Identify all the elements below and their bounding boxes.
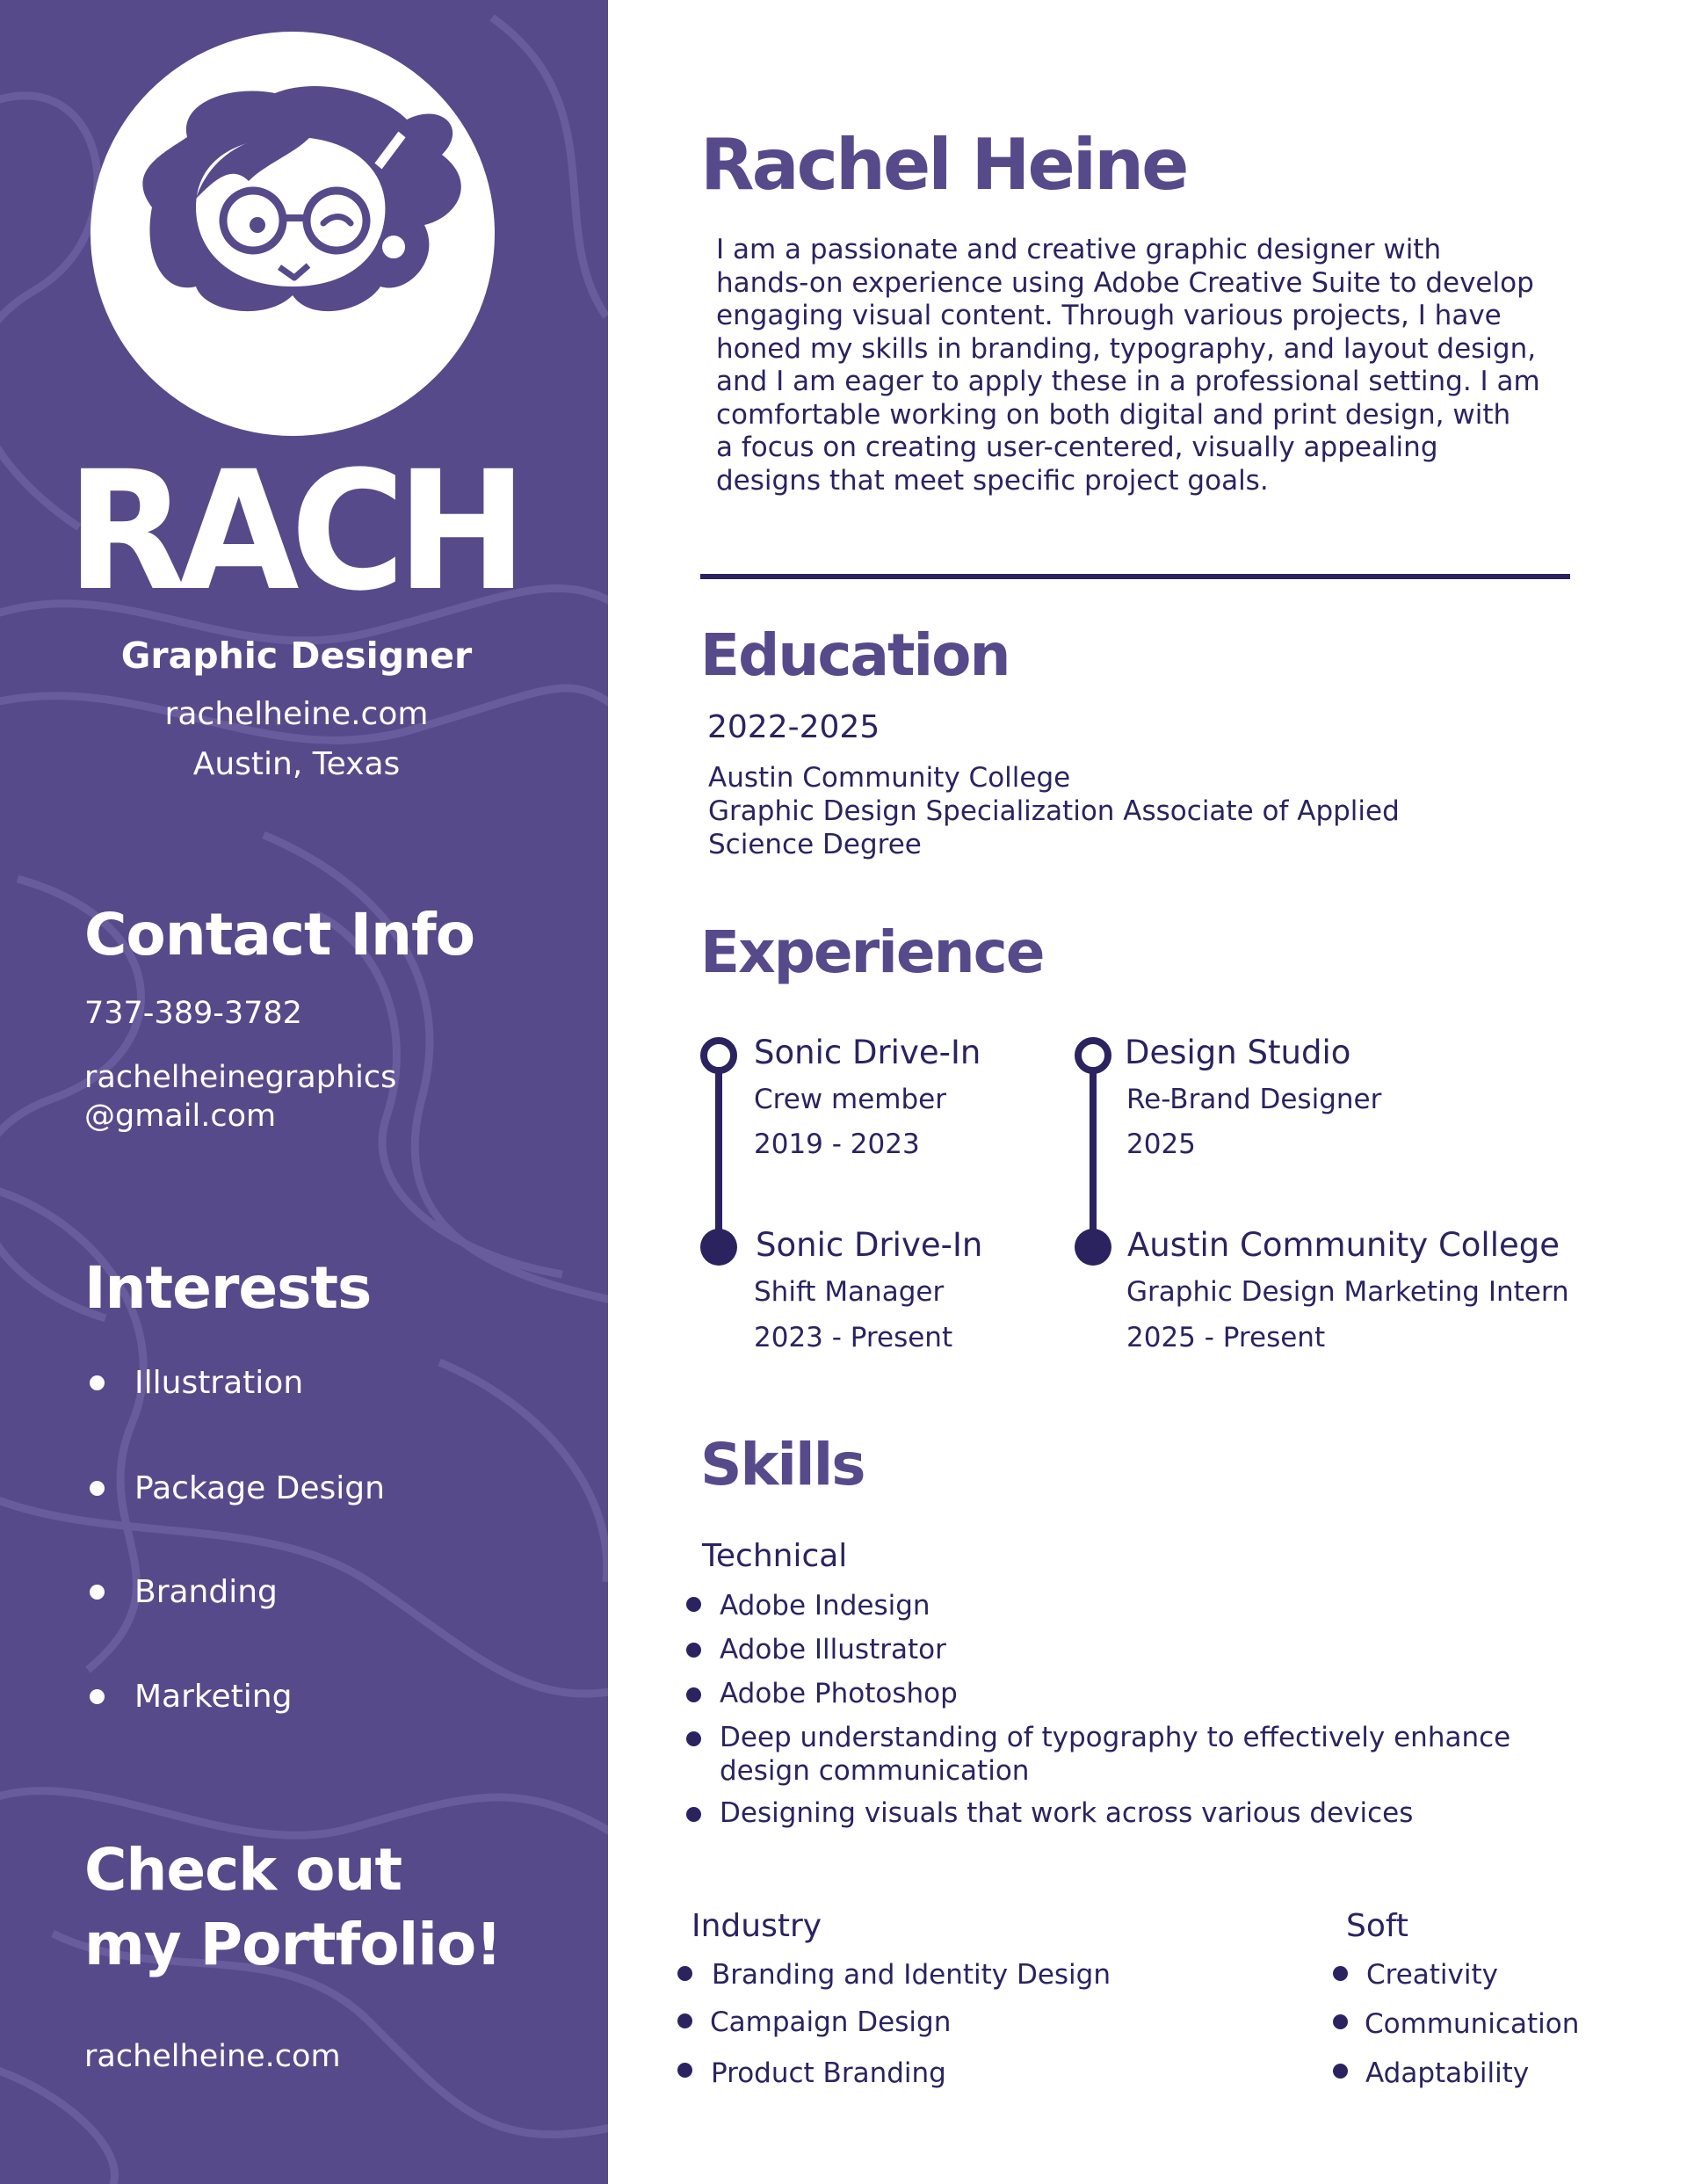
bullet-icon [686, 1807, 701, 1822]
logo-wordmark: RACH [66, 435, 519, 628]
education-years: 2022-2025 [707, 709, 880, 745]
phone-number[interactable]: 737-389-3782 [84, 996, 302, 1031]
bullet-icon [677, 2063, 692, 2078]
job-company: Sonic Drive-In [754, 1034, 981, 1071]
portfolio-link[interactable]: rachelheine.com [84, 2039, 341, 2074]
summary-line: a focus on creating user-centered, visually appealing [716, 432, 1438, 463]
section-divider [700, 574, 1570, 579]
interests-heading: Interests [84, 1254, 372, 1322]
skill-item: Communication [1365, 2008, 1580, 2040]
job-company: Sonic Drive-In [756, 1226, 983, 1264]
job-dates: 2025 [1126, 1128, 1196, 1160]
summary-line: hands-on experience using Adobe Creative Suite to develop [716, 266, 1534, 299]
bullet-icon [1333, 1966, 1348, 1981]
interest-item [90, 1466, 385, 1510]
interest-item [90, 1360, 303, 1404]
sidebar [0, 0, 608, 2184]
bullet-icon [677, 1966, 692, 1981]
education-degree-line: Graphic Design Specialization Associate of Applied [708, 795, 1400, 827]
bullet-icon [1333, 2064, 1348, 2079]
job-dates: 2019 - 2023 [754, 1128, 920, 1160]
interest-label: Package Design [134, 1469, 385, 1506]
skill-item: Adaptability [1365, 2057, 1530, 2089]
timeline-start-icon [700, 1037, 737, 1074]
avatar-logo [91, 32, 495, 436]
portfolio-heading-line-1: Check out [84, 1836, 402, 1904]
location: Austin, Texas [192, 746, 401, 782]
job-dates: 2025 - Present [1126, 1322, 1326, 1353]
skill-item: Adobe Photoshop [720, 1678, 958, 1709]
cartoon-face-icon [91, 32, 495, 436]
summary-line: designs that meet specific project goals. [716, 464, 1269, 497]
interest-label: Marketing [134, 1678, 293, 1715]
education-heading: Education [700, 621, 1010, 689]
bullet-icon [90, 1585, 105, 1600]
summary-line: and I am eager to apply these in a professional setting. I am [716, 366, 1540, 397]
experience-heading: Experience [700, 918, 1044, 986]
website-link[interactable]: rachelheine.com [164, 696, 429, 732]
email-line-2[interactable]: @gmail.com [84, 1099, 277, 1134]
interest-item [90, 1674, 292, 1718]
bullet-icon [686, 1687, 701, 1702]
technical-skills-heading: Technical [702, 1538, 848, 1574]
bullet-icon [1333, 2014, 1348, 2029]
email-line-1[interactable]: rachelheinegraphics [84, 1060, 397, 1095]
job-role: Crew member [754, 1084, 946, 1115]
skill-item: Branding and Identity Design [712, 1959, 1111, 1991]
contact-heading: Contact Info [84, 901, 475, 969]
skills-heading: Skills [700, 1431, 865, 1498]
timeline-line [715, 1063, 722, 1248]
bullet-icon [686, 1597, 701, 1612]
skill-item: Adobe Indesign [720, 1590, 930, 1622]
soft-skills-heading: Soft [1346, 1908, 1409, 1944]
industry-skills-heading: Industry [691, 1908, 822, 1944]
summary-line: comfortable working on both digital and print design, with [716, 398, 1511, 431]
skill-item-continued: design communication [720, 1755, 1030, 1787]
job-title: Graphic Designer [120, 635, 473, 677]
summary-line: I am a passionate and creative graphic designer with [716, 234, 1442, 265]
skill-item: Product Branding [711, 2057, 946, 2089]
job-dates: 2023 - Present [754, 1322, 953, 1353]
skill-item: Designing visuals that work across various devices [720, 1797, 1414, 1829]
job-role: Shift Manager [754, 1276, 945, 1308]
skill-item: Creativity [1366, 1959, 1499, 1991]
timeline-line [1090, 1063, 1097, 1248]
bullet-icon [90, 1481, 105, 1496]
bullet-icon [90, 1375, 105, 1390]
job-company: Design Studio [1125, 1034, 1351, 1071]
bullet-icon [677, 2013, 692, 2028]
bullet-icon [686, 1731, 701, 1746]
bullet-icon [90, 1689, 105, 1704]
education-school: Austin Community College [708, 762, 1071, 794]
summary-line: honed my skills in branding, typography, and layout design, [716, 332, 1537, 365]
job-role: Graphic Design Marketing Intern [1126, 1276, 1569, 1308]
bullet-icon [686, 1643, 701, 1658]
timeline-start-icon [1075, 1037, 1111, 1074]
interest-item [90, 1570, 278, 1614]
job-company: Austin Community College [1127, 1226, 1560, 1264]
interest-label: Branding [134, 1573, 278, 1610]
profile-summary [716, 234, 1577, 497]
skill-item: Campaign Design [710, 2006, 952, 2038]
portfolio-heading-line-2: my Portfolio! [84, 1911, 502, 1978]
timeline-end-icon [700, 1229, 737, 1266]
summary-line: engaging visual content. Through various projects, I have [716, 300, 1502, 331]
education-degree-line: Science Degree [708, 829, 922, 860]
skill-item: Adobe Illustrator [720, 1634, 946, 1665]
job-role: Re-Brand Designer [1126, 1084, 1382, 1115]
skill-item: Deep understanding of typography to effectively enhance [720, 1722, 1511, 1753]
timeline-end-icon [1075, 1229, 1111, 1266]
applicant-name: Rachel Heine [700, 124, 1187, 206]
interest-label: Illustration [134, 1364, 304, 1401]
